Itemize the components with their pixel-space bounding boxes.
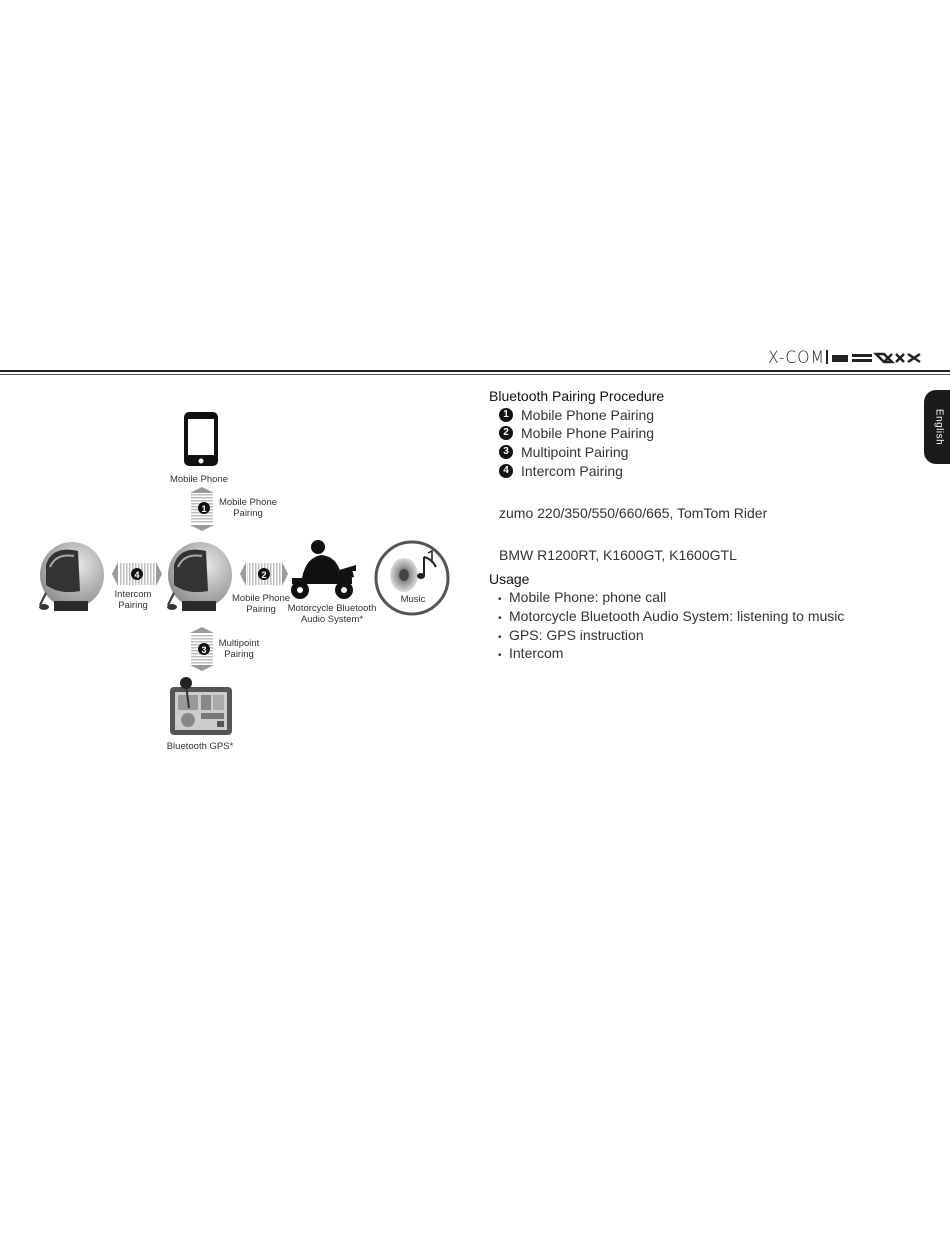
- procedure-number: 3: [499, 445, 513, 459]
- step-1-number: 1: [201, 504, 207, 514]
- mobile-phone-pairing-1-line1: Mobile Phone: [218, 497, 278, 508]
- procedure-item: [499, 463, 623, 479]
- intercom-pairing-line2: Pairing: [118, 600, 148, 611]
- pairing-arrow-1: [190, 487, 214, 531]
- mobile-phone-label: Mobile Phone: [169, 474, 229, 485]
- step-4-number: 4: [134, 570, 140, 580]
- brand-logo: [826, 348, 922, 371]
- language-tab[interactable]: [924, 390, 950, 464]
- procedure-label: Mobile Phone Pairing: [521, 407, 655, 423]
- motorcycle-audio-line2: Audio System*: [300, 614, 364, 625]
- mobile-phone-icon: [184, 412, 218, 466]
- usage-item: [498, 627, 644, 643]
- header-rule: [0, 370, 950, 372]
- motorcycle-audio-line1: Motorcycle Bluetooth: [287, 603, 377, 614]
- helmet-icon-left: [39, 542, 104, 611]
- procedure-item: [499, 444, 628, 460]
- usage-item: [498, 589, 666, 605]
- usage-title: Usage: [489, 571, 530, 587]
- usage-text: Mobile Phone: phone call: [509, 589, 667, 605]
- bmw-models-text: BMW R1200RT, K1600GT, K1600GTL: [499, 547, 737, 563]
- procedure-item: [499, 425, 654, 441]
- gps-device-icon: [170, 677, 232, 735]
- procedure-label: Multipoint Pairing: [521, 444, 629, 460]
- usage-text: GPS: GPS instruction: [509, 627, 644, 643]
- procedure-number: 1: [499, 408, 513, 422]
- music-label: Music: [400, 594, 426, 605]
- procedure-title: Bluetooth Pairing Procedure: [489, 388, 665, 404]
- bullet-icon: •: [498, 613, 502, 624]
- multipoint-pairing-line2: Pairing: [224, 649, 254, 660]
- usage-item: [498, 608, 844, 624]
- helmet-icon-center: [167, 542, 232, 611]
- language-tab-label: English: [933, 408, 945, 446]
- procedure-number: 2: [499, 426, 513, 440]
- procedure-item: [499, 407, 654, 423]
- pairing-arrow-3: [190, 627, 214, 671]
- mobile-phone-pairing-2-line1: Mobile Phone: [231, 593, 291, 604]
- model-name: X-COM: [768, 348, 825, 368]
- procedure-number: 4: [499, 464, 513, 478]
- mobile-phone-pairing-2-line2: Pairing: [246, 604, 276, 615]
- usage-item: [498, 645, 563, 661]
- pairing-arrow-4: [112, 562, 162, 586]
- usage-text: Intercom: [509, 645, 564, 661]
- bullet-icon: •: [498, 632, 502, 643]
- pairing-arrow-2: [240, 562, 288, 586]
- usage-text: Motorcycle Bluetooth Audio System: listening to music: [509, 608, 845, 624]
- step-3-number: 3: [201, 645, 207, 655]
- bluetooth-gps-label: Bluetooth GPS*: [166, 741, 234, 752]
- header-rule-thin: [0, 374, 950, 375]
- gps-models-text: zumo 220/350/550/660/665, TomTom Rider: [499, 505, 768, 521]
- multipoint-pairing-line1: Multipoint: [218, 638, 260, 649]
- bullet-icon: •: [498, 650, 502, 661]
- pairing-diagram: [0, 395, 470, 765]
- bullet-icon: •: [498, 594, 502, 605]
- procedure-label: Intercom Pairing: [521, 463, 623, 479]
- intercom-pairing-line1: Intercom: [114, 589, 152, 600]
- step-2-number: 2: [261, 570, 267, 580]
- procedure-label: Mobile Phone Pairing: [521, 425, 655, 441]
- mobile-phone-pairing-1-line2: Pairing: [233, 508, 263, 519]
- motorcycle-icon: [291, 540, 356, 599]
